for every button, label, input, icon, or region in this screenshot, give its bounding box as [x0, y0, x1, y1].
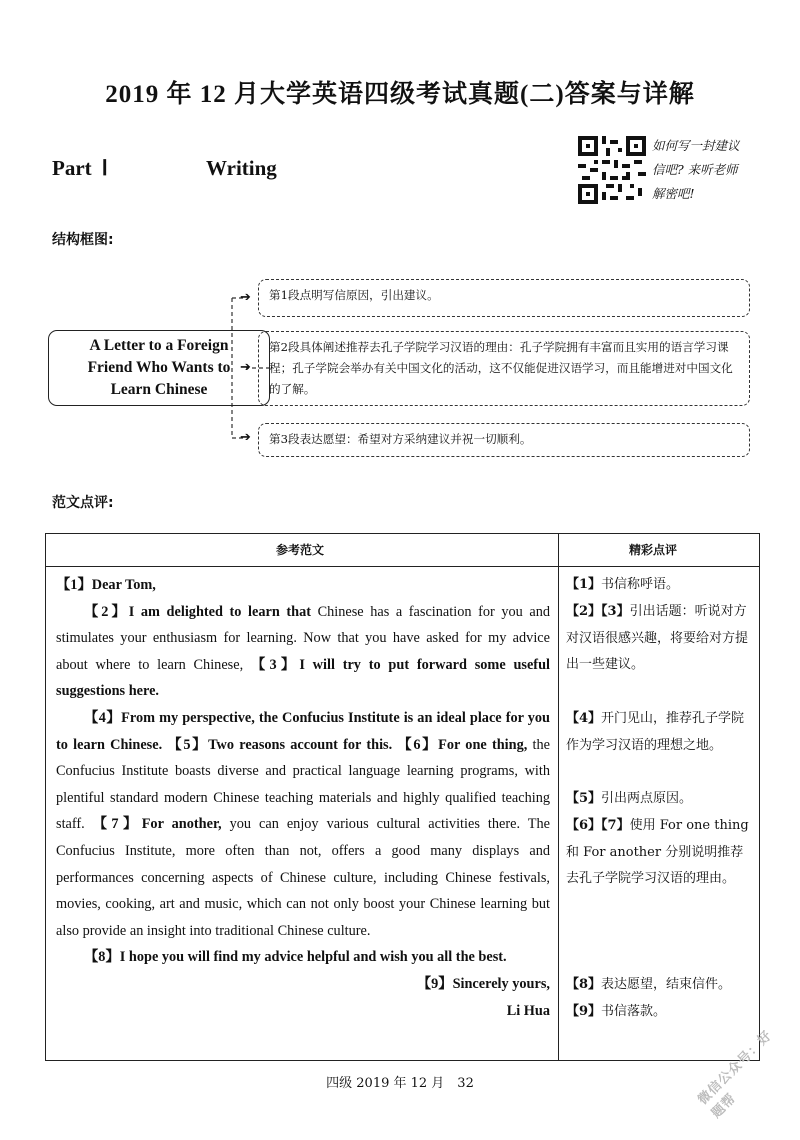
arrow-right-icon: ➔ [240, 290, 251, 305]
central-line: Friend Who Wants to [87, 359, 231, 376]
review-table [45, 533, 760, 1061]
essay-paragraph-1: 【2】I am delighted to learn that Chinese has a fascination for you and stimulates your enthusiasm for learning. Now that you have asked for my advice about where to learn Chinese, 【3】I will try to put forward some useful suggestions here. [56, 603, 550, 700]
qr-caption-line: 如何写一封建议 [652, 138, 740, 153]
comment-item: 【5】引出两点原因。 [566, 791, 693, 806]
part-number: Ⅰ [101, 156, 108, 180]
part-title: Writing [206, 156, 277, 180]
framework-label: 结构框图: [52, 232, 114, 248]
review-label: 范文点评: [52, 495, 114, 511]
framework-branch-2: 第2段具体阐述推荐去孔子学院学习汉语的理由：孔子学院拥有丰富而且实用的语言学习课程；孔子学院会举办有关中国文化的活动，这不仅能促进汉语学习，而且能增进对中国文化的了解。 [258, 331, 750, 406]
sample-essay [56, 572, 550, 1024]
watermark: 微信公众号：好题帮 [695, 1027, 776, 1122]
comment-item: 【8】表达愿望，结束信件。 [566, 977, 732, 992]
comment-item: 【2】【3】引出话题：听说对方对汉语很感兴趣，将要给对方提出一些建议。 [566, 604, 749, 673]
comment-item: 【6】【7】使用 For one thing 和 For another 分别说明推荐去孔子学院学习汉语的理由。 [566, 818, 749, 887]
essay-closing: 【9】Sincerely yours, [416, 975, 550, 992]
part-word: Part [52, 156, 92, 180]
arrow-right-icon: ➔ [240, 360, 251, 375]
comment-item: 【9】书信落款。 [566, 1004, 667, 1019]
essay-paragraph-2: 【4】From my perspective, the Confucius Institute is an ideal place for you to learn Chinese. 【5】Two reasons account for this. 【6】For one thing, the Confucius Institute boasts diverse and practical language learning programs, with plentiful standard modern Chinese teaching materials and highly qualified teaching staff. 【7】For another, you can enjoy various cultural activities there. The Confucius Institute, more often than not, offers a good many displays and performances concerning aspects of Chinese culture, including Chinese festivals, movies, cooking, art and music, which can not only boost your Chinese learning but also provide an insight into traditional Chinese culture. [56, 709, 551, 939]
arrow-right-icon: ➔ [240, 430, 251, 445]
essay-signature: Li Hua [506, 1002, 550, 1019]
table-divider [558, 534, 559, 1060]
comment-item: 【1】书信称呼语。 [566, 577, 680, 592]
column-header-essay: 参考范文 [276, 543, 325, 557]
page-title: 2019 年 12 月大学英语四级考试真题(二)答案与详解 [105, 81, 695, 108]
page-footer: 四级 2019 年 12 月 32 [326, 1076, 474, 1091]
essay-salutation: 【1】Dear Tom, [56, 577, 156, 593]
framework-branch-3: 第3段表达愿望：希望对方采纳建议并祝一切顺利。 [258, 423, 750, 457]
comment-item: 【4】开门见山，推荐孔子学院作为学习汉语的理想之地。 [566, 711, 745, 753]
essay-paragraph-3: 【8】I hope you will find my advice helpful and wish you all the best. [84, 949, 507, 966]
framework-connectors [0, 0, 800, 480]
central-line: A Letter to a Foreign [89, 337, 229, 354]
framework-central-topic [48, 330, 270, 406]
qr-caption-line: 信吧? 来听老师 [652, 162, 738, 177]
qr-caption-line: 解密吧! [652, 186, 695, 201]
central-line: Learn Chinese [110, 381, 208, 398]
column-header-comments: 精彩点评 [629, 543, 678, 557]
framework-branch-1: 第1段点明写信原因，引出建议。 [258, 279, 750, 317]
table-divider [46, 566, 759, 567]
